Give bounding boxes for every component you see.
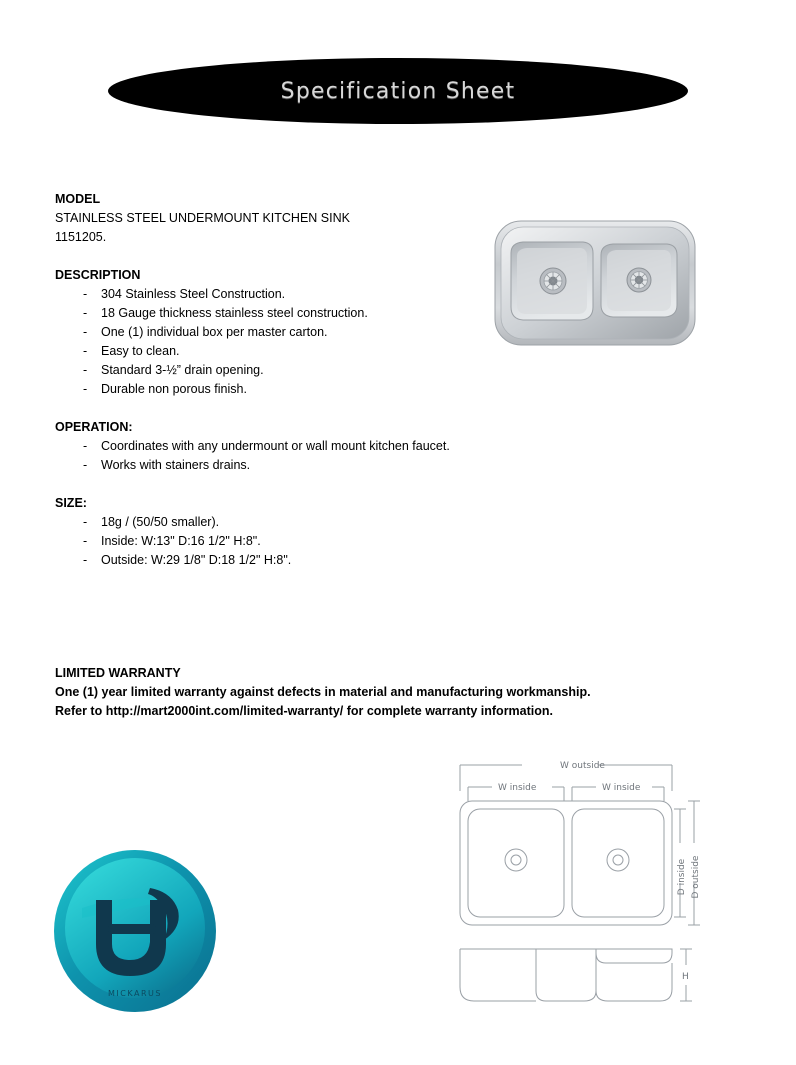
list-item: - Standard 3-½” drain opening. xyxy=(55,361,475,380)
label-d-outside: D outside xyxy=(691,855,701,899)
header-banner xyxy=(108,58,688,124)
operation-heading: OPERATION: xyxy=(55,420,133,434)
list-item: - 18 Gauge thickness stainless steel construction. xyxy=(55,304,475,323)
label-w-inside-right: W inside xyxy=(602,783,641,793)
section-operation xyxy=(55,418,475,475)
section-size xyxy=(55,494,475,570)
spec-content xyxy=(55,190,475,570)
spacer xyxy=(55,247,475,266)
logo-illustration xyxy=(52,848,218,1014)
warranty-heading: LIMITED WARRANTY xyxy=(55,666,181,680)
list-item: - Inside: W:13" D:16 1/2" H:8". xyxy=(55,532,475,551)
spacer xyxy=(55,399,475,418)
model-heading: MODEL xyxy=(55,192,101,206)
label-w-outside: W outside xyxy=(560,761,605,771)
header-ellipse-background xyxy=(108,58,688,124)
list-item: - Outside: W:29 1/8" D:18 1/2" H:8". xyxy=(55,551,475,570)
list-item: - Works with stainers drains. xyxy=(55,456,475,475)
section-warranty xyxy=(55,664,735,721)
list-item: - 304 Stainless Steel Construction. xyxy=(55,285,475,304)
size-list xyxy=(55,513,475,570)
list-item: - One (1) individual box per master carton. xyxy=(55,323,475,342)
size-heading: SIZE: xyxy=(55,496,87,510)
sink-photo-illustration xyxy=(487,209,703,353)
page-title: Specification Sheet xyxy=(280,78,516,104)
logo-wordmark: MICKARUS xyxy=(108,989,162,998)
label-d-inside: D inside xyxy=(677,858,687,896)
section-description xyxy=(55,266,475,399)
warranty-line-1: One (1) year limited warranty against defects in material and manufacturing workmanship. xyxy=(55,685,591,699)
brand-logo xyxy=(52,848,218,1014)
description-heading: DESCRIPTION xyxy=(55,268,141,282)
dimension-diagram xyxy=(446,757,708,1017)
label-h: H xyxy=(682,972,689,982)
spacer xyxy=(55,475,475,494)
list-item: - Easy to clean. xyxy=(55,342,475,361)
operation-list xyxy=(55,437,475,475)
section-model xyxy=(55,190,475,247)
description-list xyxy=(55,285,475,399)
label-w-inside-left: W inside xyxy=(498,783,537,793)
list-item: - Durable non porous finish. xyxy=(55,380,475,399)
list-item: - 18g / (50/50 smaller). xyxy=(55,513,475,532)
model-line-1: STAINLESS STEEL UNDERMOUNT KITCHEN SINK xyxy=(55,211,350,225)
warranty-line-2: Refer to http://mart2000int.com/limited-warranty/ for complete warranty information. xyxy=(55,704,554,718)
diagram-illustration xyxy=(446,757,708,1017)
list-item: - Coordinates with any undermount or wall mount kitchen faucet. xyxy=(55,437,475,456)
product-photo xyxy=(487,209,703,353)
model-line-2: 1151205. xyxy=(55,230,107,244)
